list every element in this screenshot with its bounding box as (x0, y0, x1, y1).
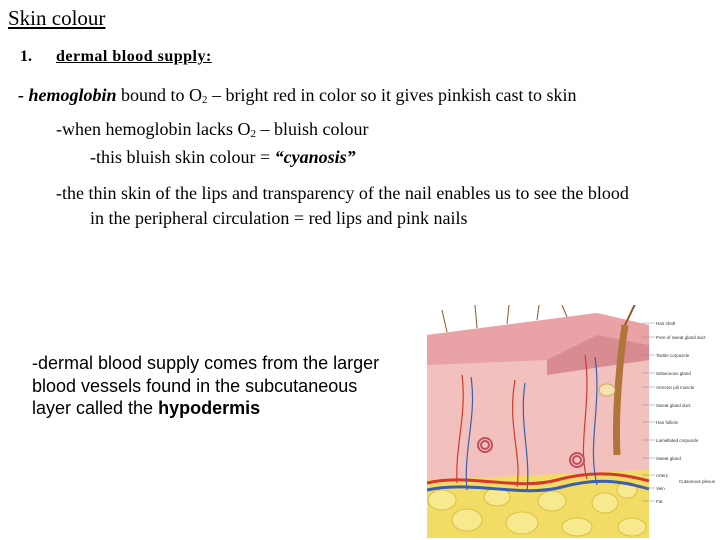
text: bound to O (116, 85, 203, 105)
hemoglobin-term: hemoglobin (28, 85, 117, 105)
caption-row: blood vessels found in the subcutaneous (32, 375, 358, 396)
text: – bluish colour (255, 119, 369, 139)
label-hair-follicle: Hair follicle (656, 420, 679, 425)
cyanosis-line (90, 147, 356, 168)
subscript: 2 (202, 94, 208, 106)
label-sweat-gland-duct: Sweat gland duct (656, 403, 691, 408)
hemoglobin-line (18, 85, 576, 106)
dash: - (18, 85, 29, 105)
text: -when hemoglobin lacks O (56, 119, 251, 139)
label-cutaneous-plexus: Cutaneous plexus (679, 479, 716, 484)
lips-nails-line-1: -the thin skin of the lips and transparency of the nail enables us to see the blood (56, 183, 629, 203)
sebaceous-gland (599, 384, 615, 396)
label-arrector-pili: Arrector pili muscle (656, 385, 695, 390)
slide-title: Skin colour (8, 6, 106, 30)
lacks-oxygen-line (56, 119, 368, 140)
lips-nails-line-2: in the peripheral circulation = red lips and pink nails (90, 208, 468, 228)
label-vein: Vein (656, 486, 665, 491)
text: – bright red in color so it gives pinkish cast to skin (207, 85, 577, 105)
subscript: 2 (250, 128, 256, 140)
label-tactile-corpuscle: Tactile corpuscle (656, 353, 690, 358)
label-sweat-gland: Sweat gland (656, 456, 681, 461)
list-item-number: 1. (20, 48, 32, 65)
hypodermis-caption (32, 352, 392, 420)
caption-row: -dermal blood supply comes from the larger (32, 353, 380, 373)
label-hair-shaft: Hair shaft (656, 321, 676, 326)
cyanosis-term: “cyanosis” (274, 147, 356, 167)
caption-row: layer called the (32, 398, 159, 418)
hypodermis-term: hypodermis (158, 398, 261, 418)
label-fat: Fat (656, 499, 663, 504)
label-artery: Artery (656, 473, 669, 478)
label-pore: Pore of sweat gland duct (656, 335, 706, 340)
text: -this bluish skin colour = (90, 147, 275, 167)
label-lamellated-corpuscle: Lamellated corpuscle (656, 438, 699, 443)
list-item-heading: dermal blood supply: (56, 48, 212, 65)
label-sebaceous-gland: Sebaceous gland (656, 371, 691, 376)
skin-cross-section-illustration (427, 305, 717, 538)
